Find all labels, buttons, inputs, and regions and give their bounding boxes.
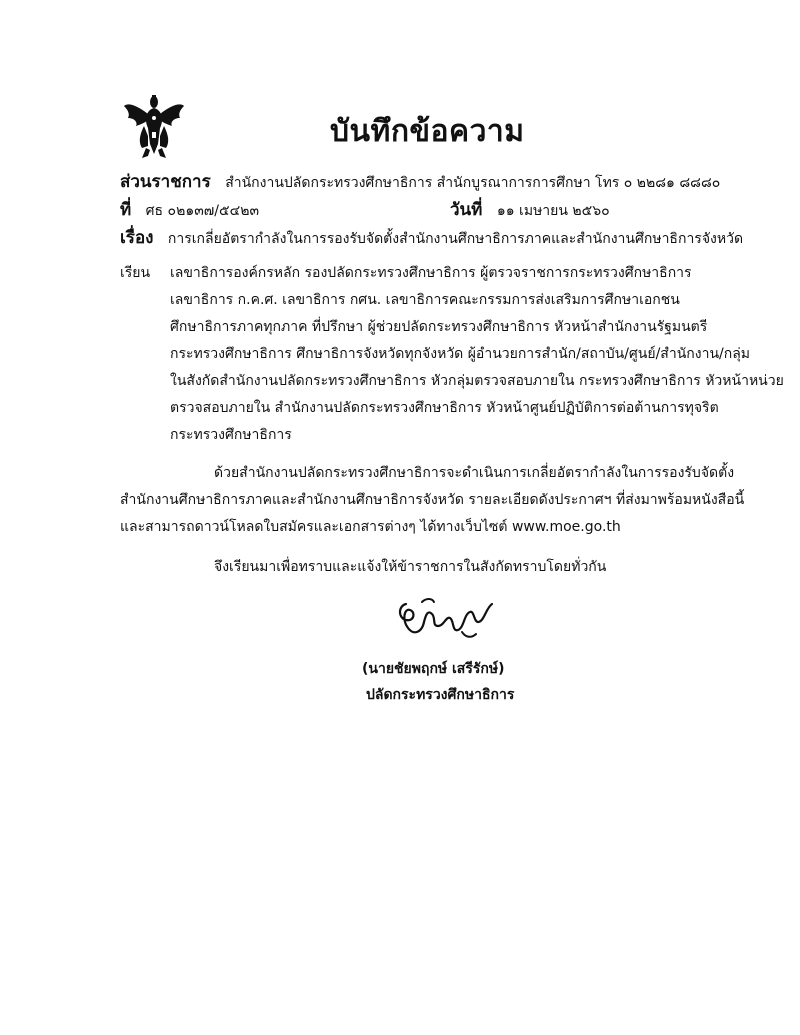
signer-position: ปลัดกระทรวงศึกษาธิการ [366, 687, 515, 703]
body-paragraph-line: สำนักงานศึกษาธิการภาคและสำนักงานศึกษาธิการจังหวัด รายละเอียดดังประกาศฯ ที่ส่งมาพร้อมหนังสือนี้ [120, 492, 745, 508]
recipient-line: กระทรวงศึกษาธิการ [170, 427, 292, 443]
subject-row [120, 224, 743, 251]
garuda-emblem-icon [122, 92, 186, 162]
reference-value: ศธ ๐๒๑๓๗/๕๔๒๓ [145, 203, 260, 219]
date-row [450, 196, 610, 223]
recipients-label: เรียน [120, 265, 151, 281]
subject-value: การเกลี่ยอัตรากำลังในการรองรับจัดตั้งสำนักงานศึกษาธิการภาคและสำนักงานศึกษาธิการจังหวัด [167, 231, 744, 247]
date-value: ๑๑ เมษายน ๒๕๖๐ [496, 203, 610, 219]
agency-row [120, 168, 720, 195]
subject-label: เรื่อง [120, 228, 154, 248]
recipient-line: เลขาธิการองค์กรหลัก รองปลัดกระทรวงศึกษาธิการ ผู้ตรวจราชการกระทรวงศึกษาธิการ [170, 265, 692, 281]
reference-row [120, 196, 259, 223]
handwritten-signature-icon [392, 592, 502, 642]
recipient-line: ตรวจสอบภายใน สำนักงานปลัดกระทรวงศึกษาธิการ หัวหน้าศูนย์ปฏิบัติการต่อต้านการทุจริต [170, 400, 719, 416]
date-label: วันที่ [450, 200, 483, 220]
body-paragraph-line: ด้วยสำนักงานปลัดกระทรวงศึกษาธิการจะดำเนินการเกลี่ยอัตรากำลังในการรองรับจัดตั้ง [214, 465, 735, 481]
agency-value: สำนักงานปลัดกระทรวงศึกษาธิการ สำนักบูรณาการการศึกษา โทร ๐ ๒๒๘๑ ๘๘๘๐ [225, 175, 721, 191]
signer-name: (นายชัยพฤกษ์ เสรีรักษ์) [362, 661, 505, 677]
agency-label: ส่วนราชการ [120, 172, 211, 192]
reference-label: ที่ [120, 200, 132, 220]
recipient-line: เลขาธิการ ก.ค.ศ. เลขาธิการ กศน. เลขาธิการคณะกรรมการส่งเสริมการศึกษาเอกชน [170, 292, 680, 308]
closing-line: จึงเรียนมาเพื่อทราบและแจ้งให้ข้าราชการในสังกัดทราบโดยทั่วกัน [214, 559, 607, 575]
document-title: บันทึกข้อความ [330, 114, 525, 149]
body-paragraph-line: และสามารถดาวน์โหลดใบสมัครและเอกสารต่างๆ ได้ทางเว็บไซต์ www.moe.go.th [120, 519, 621, 535]
recipient-line: ศึกษาธิการภาคทุกภาค ที่ปรึกษา ผู้ช่วยปลัดกระทรวงศึกษาธิการ หัวหน้าสำนักงานรัฐมนตรี [170, 319, 708, 335]
recipient-line: ในสังกัดสำนักงานปลัดกระทรวงศึกษาธิการ หัวกลุ่มตรวจสอบภายใน กระทรวงศึกษาธิการ หัวหน้าหน่วย [170, 373, 784, 389]
recipient-line: กระทรวงศึกษาธิการ ศึกษาธิการจังหวัดทุกจังหวัด ผู้อำนวยการสำนัก/สถาบัน/ศูนย์/สำนักงาน/กลุ่ม [170, 346, 751, 362]
